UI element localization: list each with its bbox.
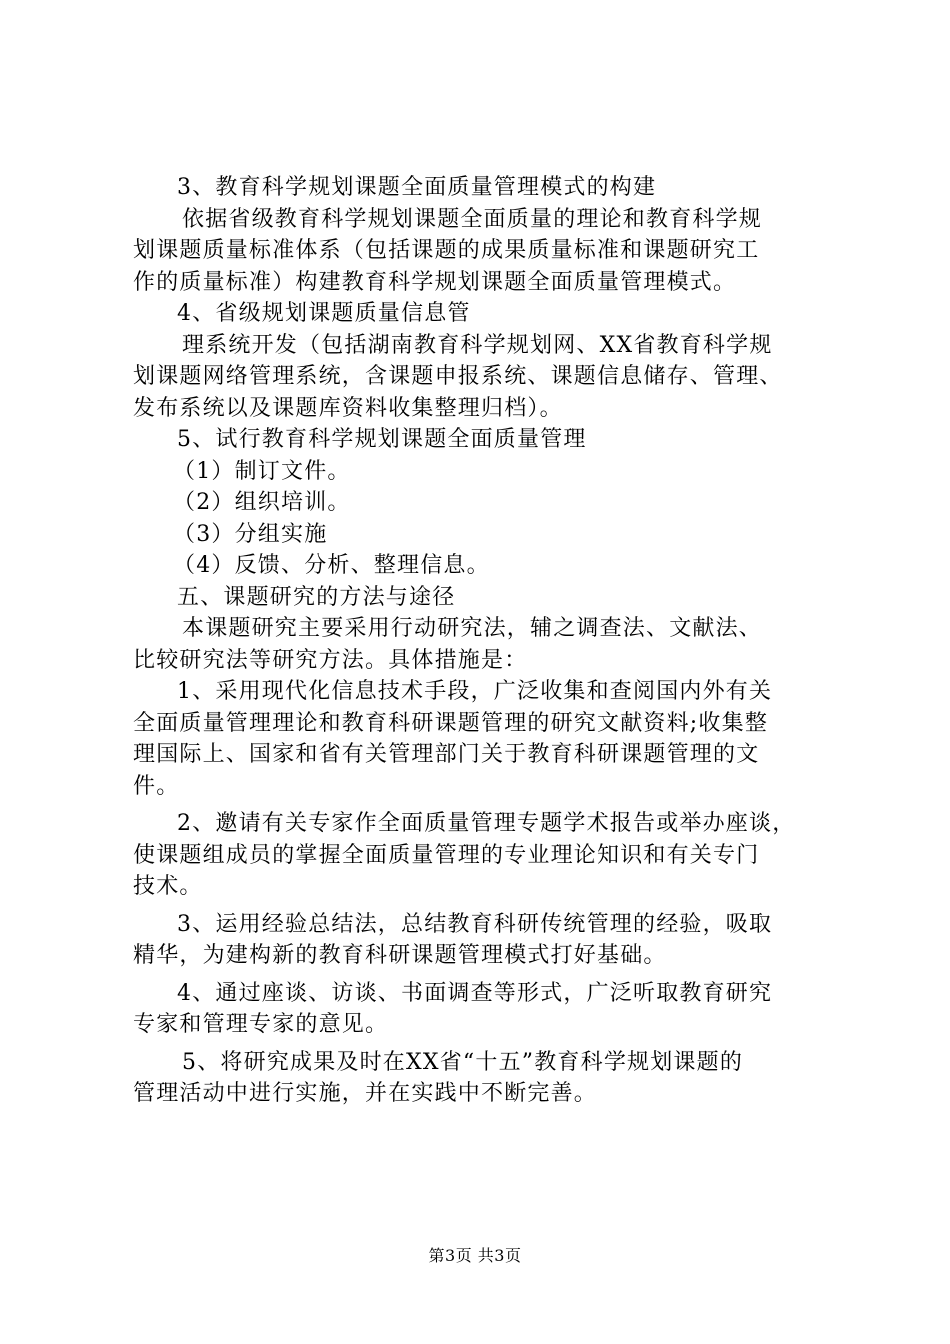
text-line: 比较研究法等研究方法。具体措施是： [133, 647, 528, 673]
text-line: 发布系统以及课题库资料收集整理归档）。 [133, 395, 563, 421]
text-line: 4、通过座谈、访谈、书面调查等形式，广泛听取教育研究 [177, 980, 773, 1006]
text-line: 管理活动中进行实施，并在实践中不断完善。 [133, 1081, 598, 1106]
text-line: 使课题组成员的掌握全面质量管理的专业理论知识和有关专门 [133, 842, 760, 868]
text-line: 理国际上、国家和省有关管理部门关于教育科研课题管理的文 [133, 742, 760, 767]
list-item: （4）反馈、分析、整理信息。 [173, 553, 490, 578]
text-line: 3、教育科学规划课题全面质量管理模式的构建 [177, 175, 657, 200]
text-line: 3、运用经验总结法，总结教育科研传统管理的经验，吸取 [177, 911, 773, 937]
text-line: 5、试行教育科学规划课题全面质量管理 [177, 427, 587, 452]
text-line: 作的质量标准）构建教育科学规划课题全面质量管理模式。 [133, 269, 737, 295]
list-item: （1）制订文件。 [173, 458, 351, 484]
text-line: 理系统开发（包括湖南教育科学规划网、XX省教育科学规 [182, 332, 773, 358]
text-line: 划课题质量标准体系（包括课题的成果质量标准和课题研究工 [133, 238, 760, 263]
text-line: 4、省级规划课题质量信息管 [177, 301, 471, 326]
text-line: 依据省级教育科学规划课题全面质量的理论和教育科学规 [182, 206, 763, 232]
text-line: 技术。 [133, 874, 203, 899]
text-line: 件。 [133, 773, 180, 799]
section-heading: 五、课题研究的方法与途径 [177, 584, 456, 610]
text-line: 全面质量管理理论和教育科研课题管理的研究文献资料;收集整 [133, 710, 769, 736]
list-item: （3）分组实施 [173, 521, 328, 547]
text-line: 专家和管理专家的意见。 [133, 1012, 389, 1037]
text-line: 1、采用现代化信息技术手段，广泛收集和查阅国内外有关 [177, 679, 773, 704]
text-line: 5、将研究成果及时在XX省“十五”教育科学规划课题的 [182, 1049, 744, 1075]
text-line: 精华，为建构新的教育科研课题管理模式打好基础。 [133, 943, 667, 968]
page-number-footer: 第3页 共3页 [428, 1246, 522, 1265]
text-line: 本课题研究主要采用行动研究法，辅之调查法、文献法、 [182, 616, 763, 641]
document-body [133, 172, 833, 1110]
text-line: 2、邀请有关专家作全面质量管理专题学术报告或举办座谈， [177, 811, 796, 836]
text-line: 划课题网络管理系统，含课题申报系统、课题信息储存、管理、 [133, 364, 783, 389]
list-item: （2）组织培训。 [173, 490, 351, 515]
